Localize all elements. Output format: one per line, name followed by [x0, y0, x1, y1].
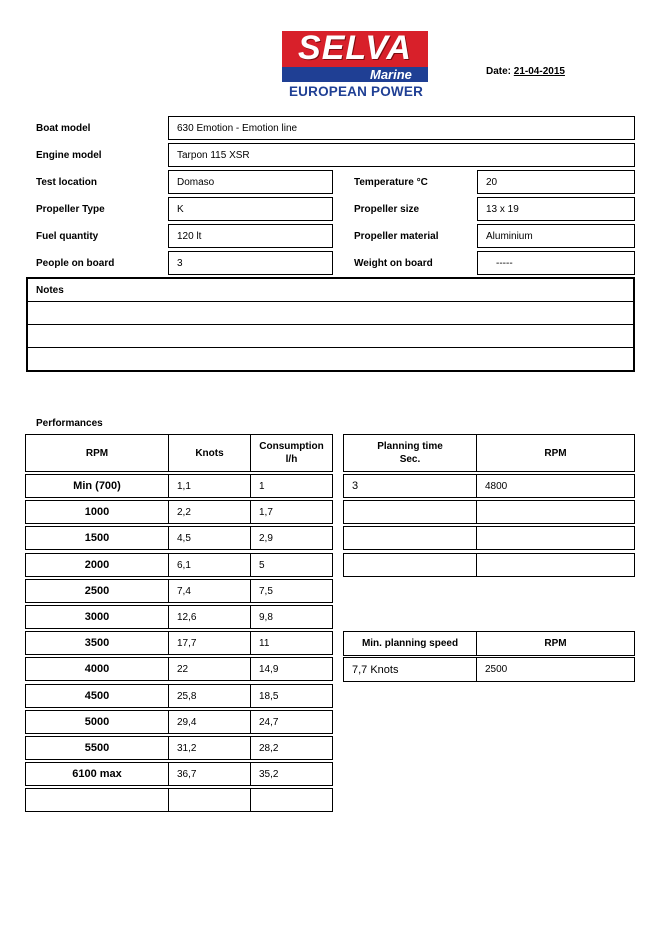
knots-cell[interactable]: 4,5 [168, 526, 251, 550]
propeller-type-field[interactable]: K [168, 197, 333, 221]
knots-cell[interactable]: 1,1 [168, 474, 251, 498]
logo-tagline: EUROPEAN POWER [288, 83, 424, 99]
planning-time-cell[interactable] [343, 500, 477, 524]
consumption-cell[interactable]: 28,2 [250, 736, 333, 760]
min-planning-speed-value[interactable]: 7,7 Knots [343, 657, 477, 682]
date-field [486, 66, 565, 77]
temperature-label: Temperature °C [354, 176, 428, 188]
consumption-cell[interactable]: 9,8 [250, 605, 333, 629]
rpm-cell[interactable]: 1000 [25, 500, 169, 524]
planning-time-cell[interactable]: 3 [343, 474, 477, 498]
consumption-cell[interactable]: 7,5 [250, 579, 333, 603]
notes-line [26, 301, 635, 302]
consumption-cell[interactable]: 18,5 [250, 684, 333, 708]
boat-model-label: Boat model [36, 122, 91, 134]
date-label: Date: [486, 66, 512, 77]
min-planning-rpm-header: RPM [476, 631, 635, 656]
planning-time-cell[interactable] [343, 526, 477, 550]
knots-cell[interactable]: 12,6 [168, 605, 251, 629]
knots-cell[interactable]: 31,2 [168, 736, 251, 760]
propeller-material-field[interactable]: Aluminium [477, 224, 635, 248]
consumption-cell[interactable]: 24,7 [250, 710, 333, 734]
planning-rpm-header: RPM [476, 434, 635, 472]
rpm-cell[interactable]: 1500 [25, 526, 169, 550]
rpm-cell[interactable]: 4500 [25, 684, 169, 708]
notes-label: Notes [36, 284, 64, 296]
propeller-size-field[interactable]: 13 x 19 [477, 197, 635, 221]
rpm-cell[interactable]: 3500 [25, 631, 169, 655]
knots-cell[interactable]: 29,4 [168, 710, 251, 734]
notes-line [26, 347, 635, 348]
knots-cell[interactable]: 7,4 [168, 579, 251, 603]
consumption-cell[interactable]: 2,9 [250, 526, 333, 550]
test-location-label: Test location [36, 176, 97, 188]
logo-wordmark: SELVA [298, 28, 412, 67]
weight-on-board-label: Weight on board [354, 257, 433, 269]
knots-cell[interactable]: 17,7 [168, 631, 251, 655]
rpm-cell[interactable]: 4000 [25, 657, 169, 681]
planning-time-header: Planning time Sec. [343, 434, 477, 472]
rpm-cell[interactable]: 3000 [25, 605, 169, 629]
boat-model-field[interactable]: 630 Emotion - Emotion line [168, 116, 635, 140]
rpm-cell[interactable]: 6100 max [25, 762, 169, 786]
planning-rpm-cell[interactable]: 4800 [476, 474, 635, 498]
rpm-column-header: RPM [25, 434, 169, 472]
consumption-column-header: Consumption l/h [250, 434, 333, 472]
knots-cell[interactable]: 22 [168, 657, 251, 681]
engine-model-label: Engine model [36, 149, 102, 161]
people-on-board-label: People on board [36, 257, 115, 269]
consumption-cell[interactable]: 35,2 [250, 762, 333, 786]
consumption-cell[interactable] [250, 788, 333, 812]
knots-cell[interactable]: 25,8 [168, 684, 251, 708]
consumption-cell[interactable]: 11 [250, 631, 333, 655]
consumption-cell[interactable]: 1,7 [250, 500, 333, 524]
knots-cell[interactable]: 36,7 [168, 762, 251, 786]
knots-cell[interactable]: 6,1 [168, 553, 251, 577]
knots-cell[interactable] [168, 788, 251, 812]
fuel-quantity-field[interactable]: 120 lt [168, 224, 333, 248]
planning-rpm-cell[interactable] [476, 526, 635, 550]
performances-title: Performances [36, 417, 103, 429]
planning-rpm-cell[interactable] [476, 500, 635, 524]
consumption-cell[interactable]: 5 [250, 553, 333, 577]
knots-column-header: Knots [168, 434, 251, 472]
weight-on-board-field[interactable]: ----- [477, 251, 635, 275]
fuel-quantity-label: Fuel quantity [36, 230, 99, 242]
temperature-field[interactable]: 20 [477, 170, 635, 194]
rpm-cell[interactable]: 2500 [25, 579, 169, 603]
people-on-board-field[interactable]: 3 [168, 251, 333, 275]
rpm-cell[interactable]: 2000 [25, 553, 169, 577]
propeller-material-label: Propeller material [354, 230, 439, 242]
planning-rpm-cell[interactable] [476, 553, 635, 577]
consumption-cell[interactable]: 14,9 [250, 657, 333, 681]
rpm-cell[interactable]: 5000 [25, 710, 169, 734]
propeller-size-label: Propeller size [354, 203, 420, 215]
min-planning-rpm-value[interactable]: 2500 [476, 657, 635, 682]
knots-cell[interactable]: 2,2 [168, 500, 251, 524]
notes-line [26, 324, 635, 325]
propeller-type-label: Propeller Type [36, 203, 105, 215]
planning-time-cell[interactable] [343, 553, 477, 577]
test-location-field[interactable]: Domaso [168, 170, 333, 194]
rpm-cell[interactable] [25, 788, 169, 812]
rpm-cell[interactable]: Min (700) [25, 474, 169, 498]
min-planning-speed-header: Min. planning speed [343, 631, 477, 656]
date-value: 21-04-2015 [513, 66, 565, 77]
logo-submark: Marine [370, 66, 412, 82]
consumption-cell[interactable]: 1 [250, 474, 333, 498]
engine-model-field[interactable]: Tarpon 115 XSR [168, 143, 635, 167]
rpm-cell[interactable]: 5500 [25, 736, 169, 760]
